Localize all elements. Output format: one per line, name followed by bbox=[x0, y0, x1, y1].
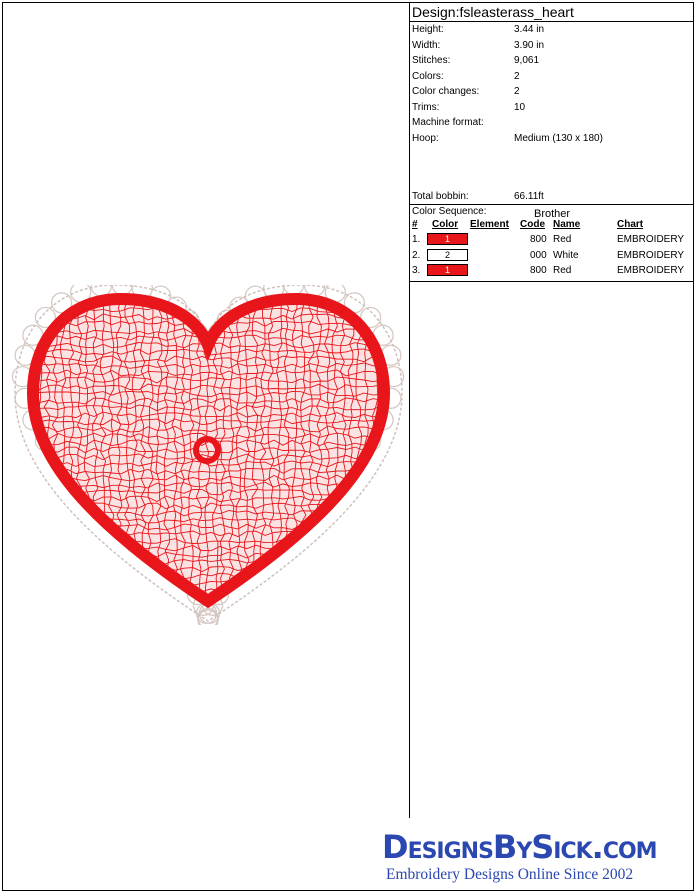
info-label: Colors: bbox=[412, 70, 444, 82]
info-value: 3.90 in bbox=[514, 39, 545, 51]
col-color: Color bbox=[432, 219, 459, 230]
total-bobbin-row bbox=[410, 189, 693, 205]
thread-chart: EMBROIDERY bbox=[617, 265, 685, 276]
col-num: # bbox=[412, 219, 418, 230]
sequence-num: 3. bbox=[412, 265, 421, 276]
sequence-row bbox=[410, 263, 693, 279]
info-value: 9,061 bbox=[514, 55, 540, 66]
color-sequence-table bbox=[410, 205, 693, 282]
thread-chart: EMBROIDERY bbox=[617, 249, 685, 261]
thread-name: Red bbox=[553, 234, 572, 245]
color-swatch: 1 bbox=[427, 264, 468, 276]
thread-code: 000 bbox=[530, 249, 547, 261]
info-row bbox=[410, 115, 693, 131]
thread-code: 800 bbox=[530, 265, 547, 276]
footer-branding bbox=[378, 828, 688, 888]
info-label: Width: bbox=[412, 39, 441, 51]
info-row bbox=[410, 22, 693, 38]
thread-chart: EMBROIDERY bbox=[617, 234, 685, 245]
thread-code: 800 bbox=[530, 234, 547, 245]
info-label: Machine format: bbox=[412, 117, 484, 128]
info-row bbox=[410, 38, 693, 54]
design-title: Design:fsleasterass_heart bbox=[410, 3, 693, 22]
info-value: 3.44 in bbox=[514, 24, 545, 35]
info-row bbox=[410, 100, 693, 116]
col-name: Name bbox=[553, 219, 581, 230]
info-label: Hoop: bbox=[412, 132, 439, 144]
bobbin-value: 66.11ft bbox=[514, 191, 544, 202]
info-row bbox=[410, 131, 693, 147]
info-row bbox=[410, 53, 693, 69]
info-row bbox=[410, 84, 693, 100]
design-preview bbox=[3, 3, 410, 818]
thread-name: Red bbox=[553, 265, 572, 276]
col-chart: Chart bbox=[617, 219, 644, 230]
worksheet bbox=[2, 2, 694, 891]
info-value: 2 bbox=[514, 70, 520, 82]
site-tagline: Embroidery Designs Online Since 2002 bbox=[386, 866, 634, 883]
col-element: Element bbox=[470, 219, 509, 230]
info-value: 2 bbox=[514, 86, 520, 97]
heart-embroidery-image bbox=[11, 285, 406, 625]
info-value: 10 bbox=[514, 101, 526, 113]
thread-brand: Brother bbox=[534, 208, 571, 220]
info-label: Trims: bbox=[412, 101, 440, 113]
color-sequence-label: Color Sequence: bbox=[412, 206, 487, 217]
bobbin-label: Total bobbin: bbox=[412, 191, 469, 202]
sequence-num: 2. bbox=[412, 249, 421, 261]
color-swatch: 1 bbox=[427, 233, 468, 245]
info-label: Color changes: bbox=[412, 86, 480, 97]
info-value: Medium (130 x 180) bbox=[514, 132, 603, 144]
info-label: Stitches: bbox=[412, 55, 451, 66]
sequence-num: 1. bbox=[412, 234, 421, 245]
site-logo: DesignsBySick.com bbox=[382, 828, 657, 866]
info-row bbox=[410, 69, 693, 85]
design-info-panel bbox=[410, 3, 693, 282]
sequence-row bbox=[410, 232, 693, 248]
sequence-row bbox=[410, 248, 693, 264]
thread-name: White bbox=[553, 249, 579, 261]
sequence-header-row bbox=[410, 218, 693, 232]
info-label: Height: bbox=[412, 24, 444, 35]
color-swatch: 2 bbox=[427, 249, 468, 261]
col-code: Code bbox=[520, 219, 545, 230]
